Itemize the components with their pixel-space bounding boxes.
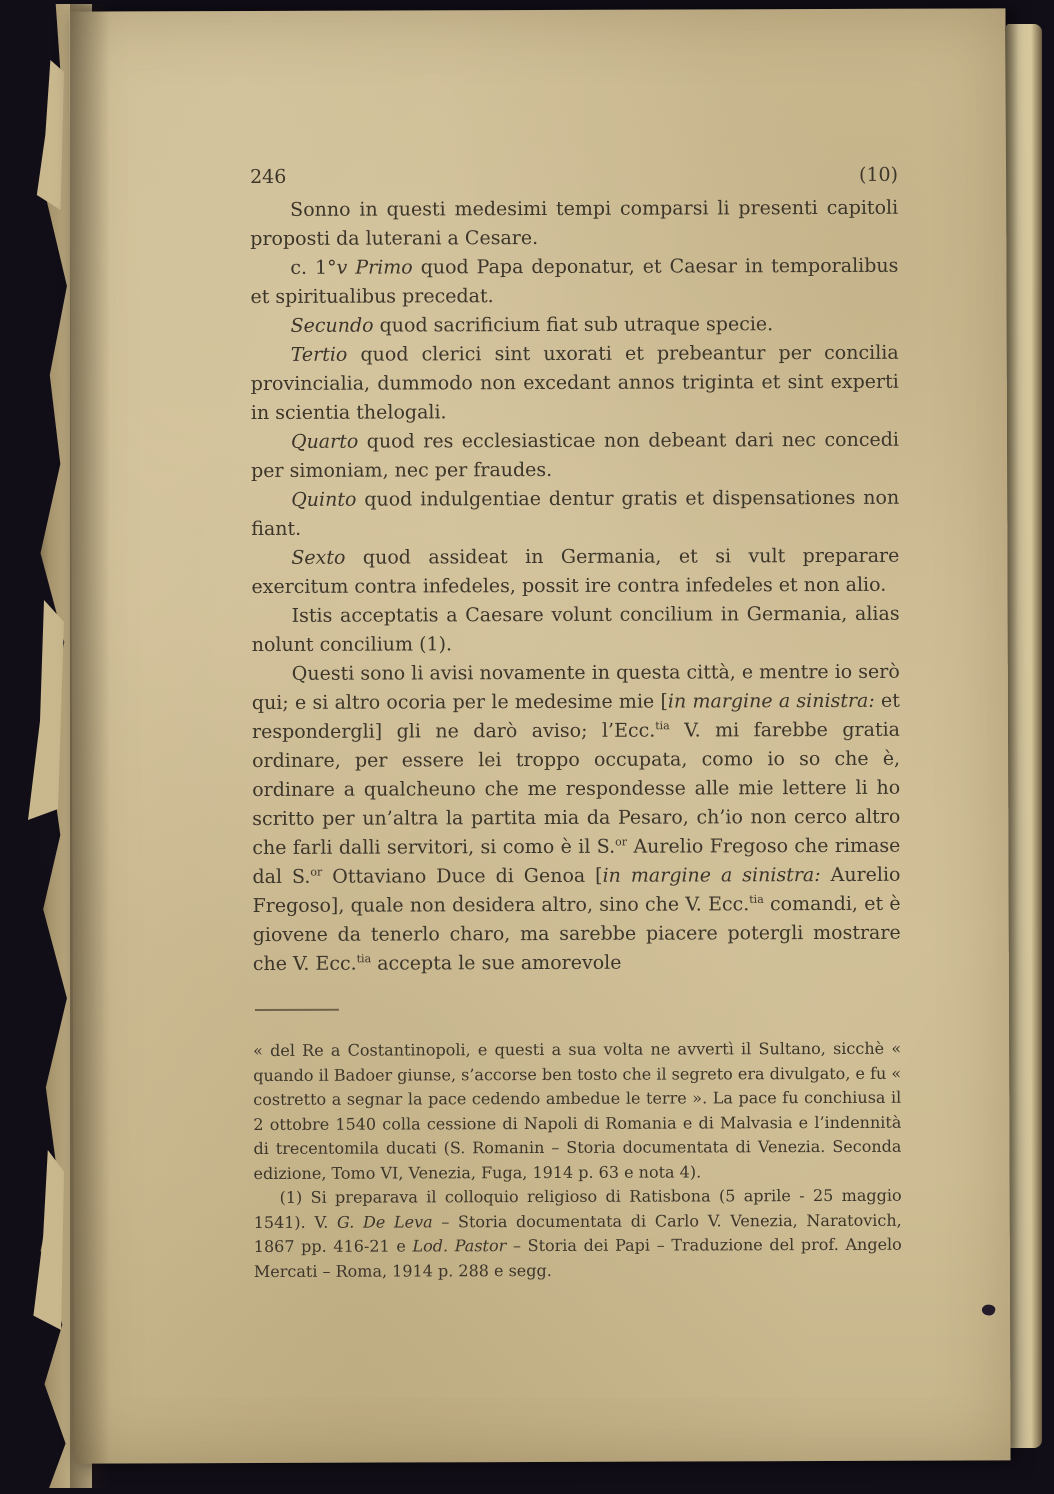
folio-number: (10) — [858, 163, 899, 186]
paragraph: Secundo quod sacrificium fiat sub utraque specie. — [290, 313, 774, 337]
torn-paper-scrap — [30, 60, 64, 210]
paragraph: Sonno in questi medesimi tempi comparsi li presenti capitoli proposti da luterani a Cesare. — [250, 196, 899, 251]
torn-paper-scrap — [24, 600, 64, 820]
footnote-separator — [255, 1009, 339, 1011]
page-number: 246 — [250, 165, 287, 189]
footnote: « del Re a Costantinopoli, e questi a sua volta ne avvertì il Sultano, sicchè « quando il Badoer giunse, s’accorse ben tosto che il segreto era divulgato, e fu « costretto a segnar la pace cedendo ambedue le terre ». La pace fu conchiusa il 2 ottobre 1540 colla cessione di Napoli di Romania e di Malvasia e l’indennità di trecentomila ducati (S. Romanin – Storia documentata di Venezia. Seconda edizione, Tomo VI, Venezia, Fuga, 1914 p. 63 e nota 4). — [253, 1038, 902, 1183]
paragraph: Istis acceptatis a Caesare volunt concilium in Germania, alias nolunt concilium (1). — [251, 602, 900, 657]
paragraph: Questi sono li avisi novamente in questa città, e mentre io serò qui; e si altro ocoria per le medesime mie [in margine a sinistra: et respondergli] gli ne darò aviso; l’Ecc.$^{tia}$ V. mi farebbe gratia ordinare, per essere lei troppo occupata, como io so che è, ordinare a qualcheuno che me respondesse alle mie lettere li ho scritto per un’altra la partita mia da Pesaro, ch’io non cerco altro che farli dalli servitori, si como è il S.$^{or}$ Aurelio Fregoso che rimase dal S.$^{or}$ Ottaviano Duce di Genoa [in margine a sinistra: Aurelio Fregoso], quale non desidera altro, sino che V. Ecc.$^{tia}$ comandi, et è giovene da tenerlo charo, ma sarebbe piacere potergli mostrare che V. Ecc.$^{tia}$ accepta le sue amorevole — [251, 660, 901, 976]
footnotes — [253, 1037, 902, 1284]
body-paragraphs — [250, 194, 901, 979]
paragraph: Tertio quod clerici sint uxorati et prebeantur per concilia provincialia, dummodo non excedant annos triginta et sint experti in scientia thelogali. — [250, 341, 899, 425]
torn-paper-scrap — [28, 1150, 64, 1330]
next-page-edge — [1006, 24, 1042, 1448]
book-page — [69, 8, 1010, 1463]
binding-shadow — [70, 4, 110, 1488]
paragraph: c. 1°v Primo quod Papa deponatur, et Caesar in temporalibus et spiritualibus precedat. — [250, 254, 899, 309]
paragraph: Quinto quod indulgentiae dentur gratis et dispensationes non fiant. — [251, 486, 900, 541]
page-content — [250, 161, 902, 1284]
paragraph: Quarto quod res ecclesiasticae non debeant dari nec concedi per simoniam, nec per fraudes. — [251, 428, 900, 483]
footnote: (1) Si preparava il colloquio religioso di Ratisbona (5 aprile - 25 maggio 1541). V. G. De Leva – Storia documentata di Carlo V. Venezia, Naratovich, 1867 pp. 416-21 e Lod. Pastor – Storia dei Papi – Traduzione del prof. Angelo Mercati – Roma, 1914 p. 288 e segg. — [253, 1185, 902, 1281]
paragraph: Sexto quod assideat in Germania, et si vult preparare exercitum contra infedeles, possit ire contra infedeles et non alio. — [251, 544, 900, 599]
page-header — [250, 161, 898, 192]
ink-blot — [981, 1303, 997, 1317]
